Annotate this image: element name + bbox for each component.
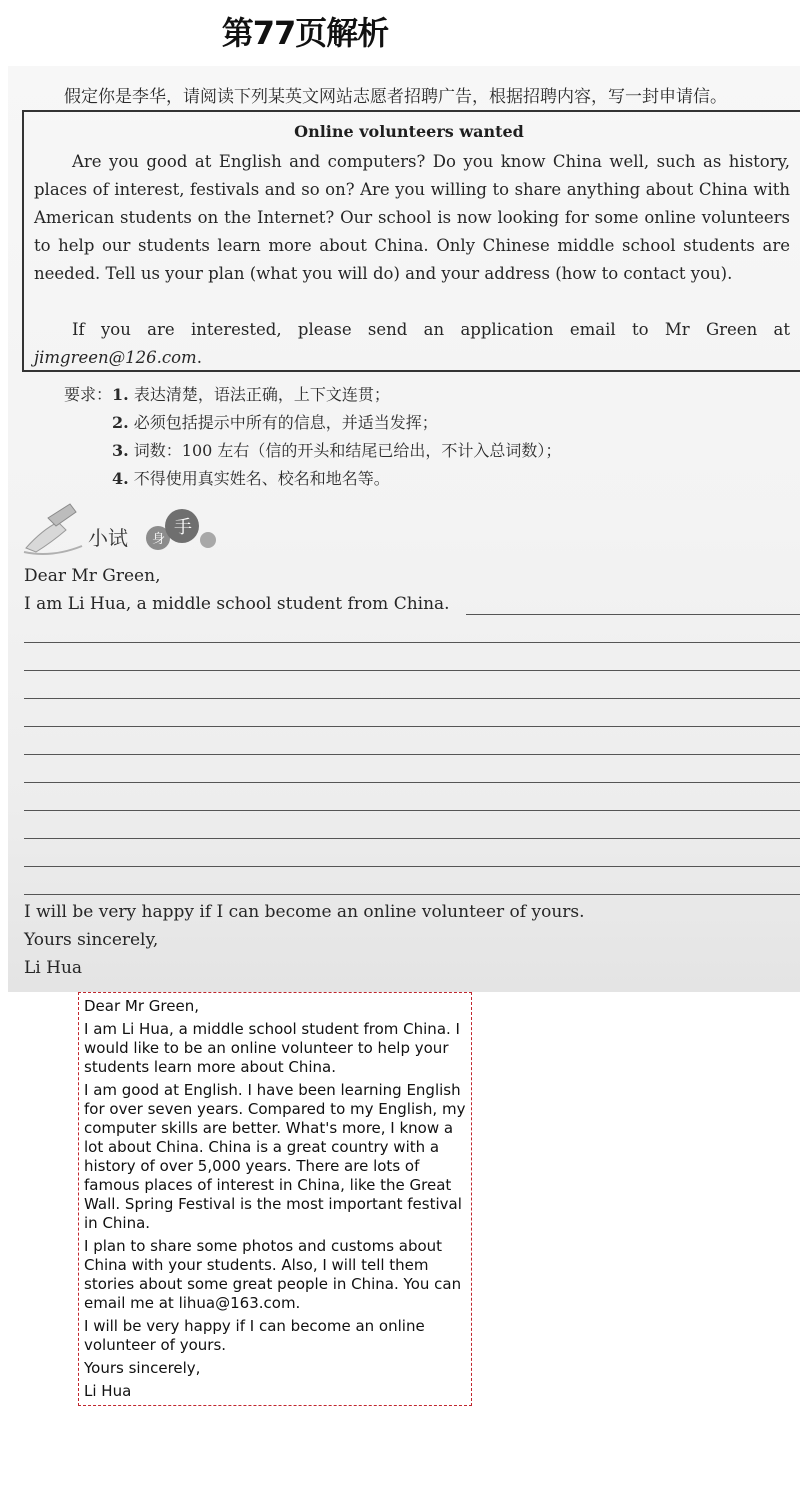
writing-line xyxy=(24,782,800,783)
requirement-text: 表达清楚，语法正确，上下文连贯； xyxy=(133,385,390,404)
writing-line xyxy=(24,754,800,755)
template-greeting: Dear Mr Green, xyxy=(24,566,161,586)
requirement-number: 4. xyxy=(112,469,129,488)
answer-greeting: Dear Mr Green, xyxy=(84,997,199,1015)
requirements-label: 要求： xyxy=(64,385,113,404)
answer-name: Li Hua xyxy=(84,1382,132,1400)
ad-email: jimgreen@126.com xyxy=(34,348,197,367)
ad-paragraph-1-text: Are you good at English and computers? Do you know China well, such as history, places of interest, festivals and so on? Are you willing to share anything about China with American students on the Internet? Our school is now looking for some online volunteers to help our students learn more about China. Only Chinese middle school students are needed. Tell us your plan (what you will do) and your address (how to contact you). xyxy=(34,152,790,283)
page-title: 第77页解析 xyxy=(221,14,389,52)
requirement-number: 2. xyxy=(112,413,129,432)
answer-sign-off: Yours sincerely, xyxy=(84,1359,201,1377)
requirement-text: 不得使用真实姓名、校名和地名等。 xyxy=(133,469,390,488)
job-ad-box xyxy=(22,110,800,372)
answer-paragraph-1: I am Li Hua, a middle school student from China. I would like to be an online volunteer to help your students learn more about China. xyxy=(84,1020,460,1076)
writing-line xyxy=(24,642,800,643)
task-instruction: 假定你是李华，请阅读下列某英文网站志愿者招聘广告，根据招聘内容，写一封申请信。 xyxy=(64,87,727,107)
writing-line xyxy=(24,698,800,699)
writing-line xyxy=(24,726,800,727)
writing-line xyxy=(24,810,800,811)
requirement-item-4 xyxy=(112,466,390,489)
requirement-item-3 xyxy=(112,438,561,461)
requirement-number: 3. xyxy=(112,441,129,460)
requirement-number: 1. xyxy=(112,385,129,404)
ad-paragraph-1 xyxy=(34,148,790,288)
answer-paragraph-2: I am good at English. I have been learning English for over seven years. Compared to my English, my computer skills are better. What's more, I know a lot about China. China is a great country with a history of over 5,000 years. There are lots of famous places of interest in China, like the Great Wall. Spring Festival is the most important festival in China. xyxy=(84,1081,466,1232)
writing-line xyxy=(466,614,800,615)
section-label: 小试 xyxy=(88,526,128,550)
ad-title: Online volunteers wanted xyxy=(294,122,524,141)
writing-line xyxy=(24,894,800,895)
template-closing-line: I will be very happy if I can become an online volunteer of yours. xyxy=(24,902,585,922)
answer-box xyxy=(78,992,472,1406)
requirement-item-2 xyxy=(112,410,438,433)
answer-paragraph-4: I will be very happy if I can become an online volunteer of yours. xyxy=(84,1317,425,1354)
ad-paragraph-2 xyxy=(34,316,790,372)
ad-paragraph-2-end: . xyxy=(196,348,202,367)
svg-text:手: 手 xyxy=(174,517,192,538)
requirement-text: 词数：100 左右（信的开头和结尾已给出，不计入总词数）； xyxy=(133,441,562,460)
requirement-item-1 xyxy=(64,382,390,405)
writing-line xyxy=(24,670,800,671)
template-sign-off: Yours sincerely, xyxy=(24,930,159,950)
answer-paragraph-3: I plan to share some photos and customs about China with your students. Also, I will tell them stories about some great people in China. You can email me at lihua@163.com. xyxy=(84,1237,462,1312)
requirement-text: 必须包括提示中所有的信息，并适当发挥； xyxy=(133,413,438,432)
template-intro: I am Li Hua, a middle school student from China. xyxy=(24,594,450,614)
template-name: Li Hua xyxy=(24,958,83,978)
ad-paragraph-2-text: If you are interested, please send an application email to Mr Green at xyxy=(72,320,790,339)
section-header xyxy=(22,500,222,560)
scanned-exercise xyxy=(8,66,800,992)
writing-line xyxy=(24,866,800,867)
svg-text:身: 身 xyxy=(152,532,166,547)
writing-line xyxy=(24,838,800,839)
